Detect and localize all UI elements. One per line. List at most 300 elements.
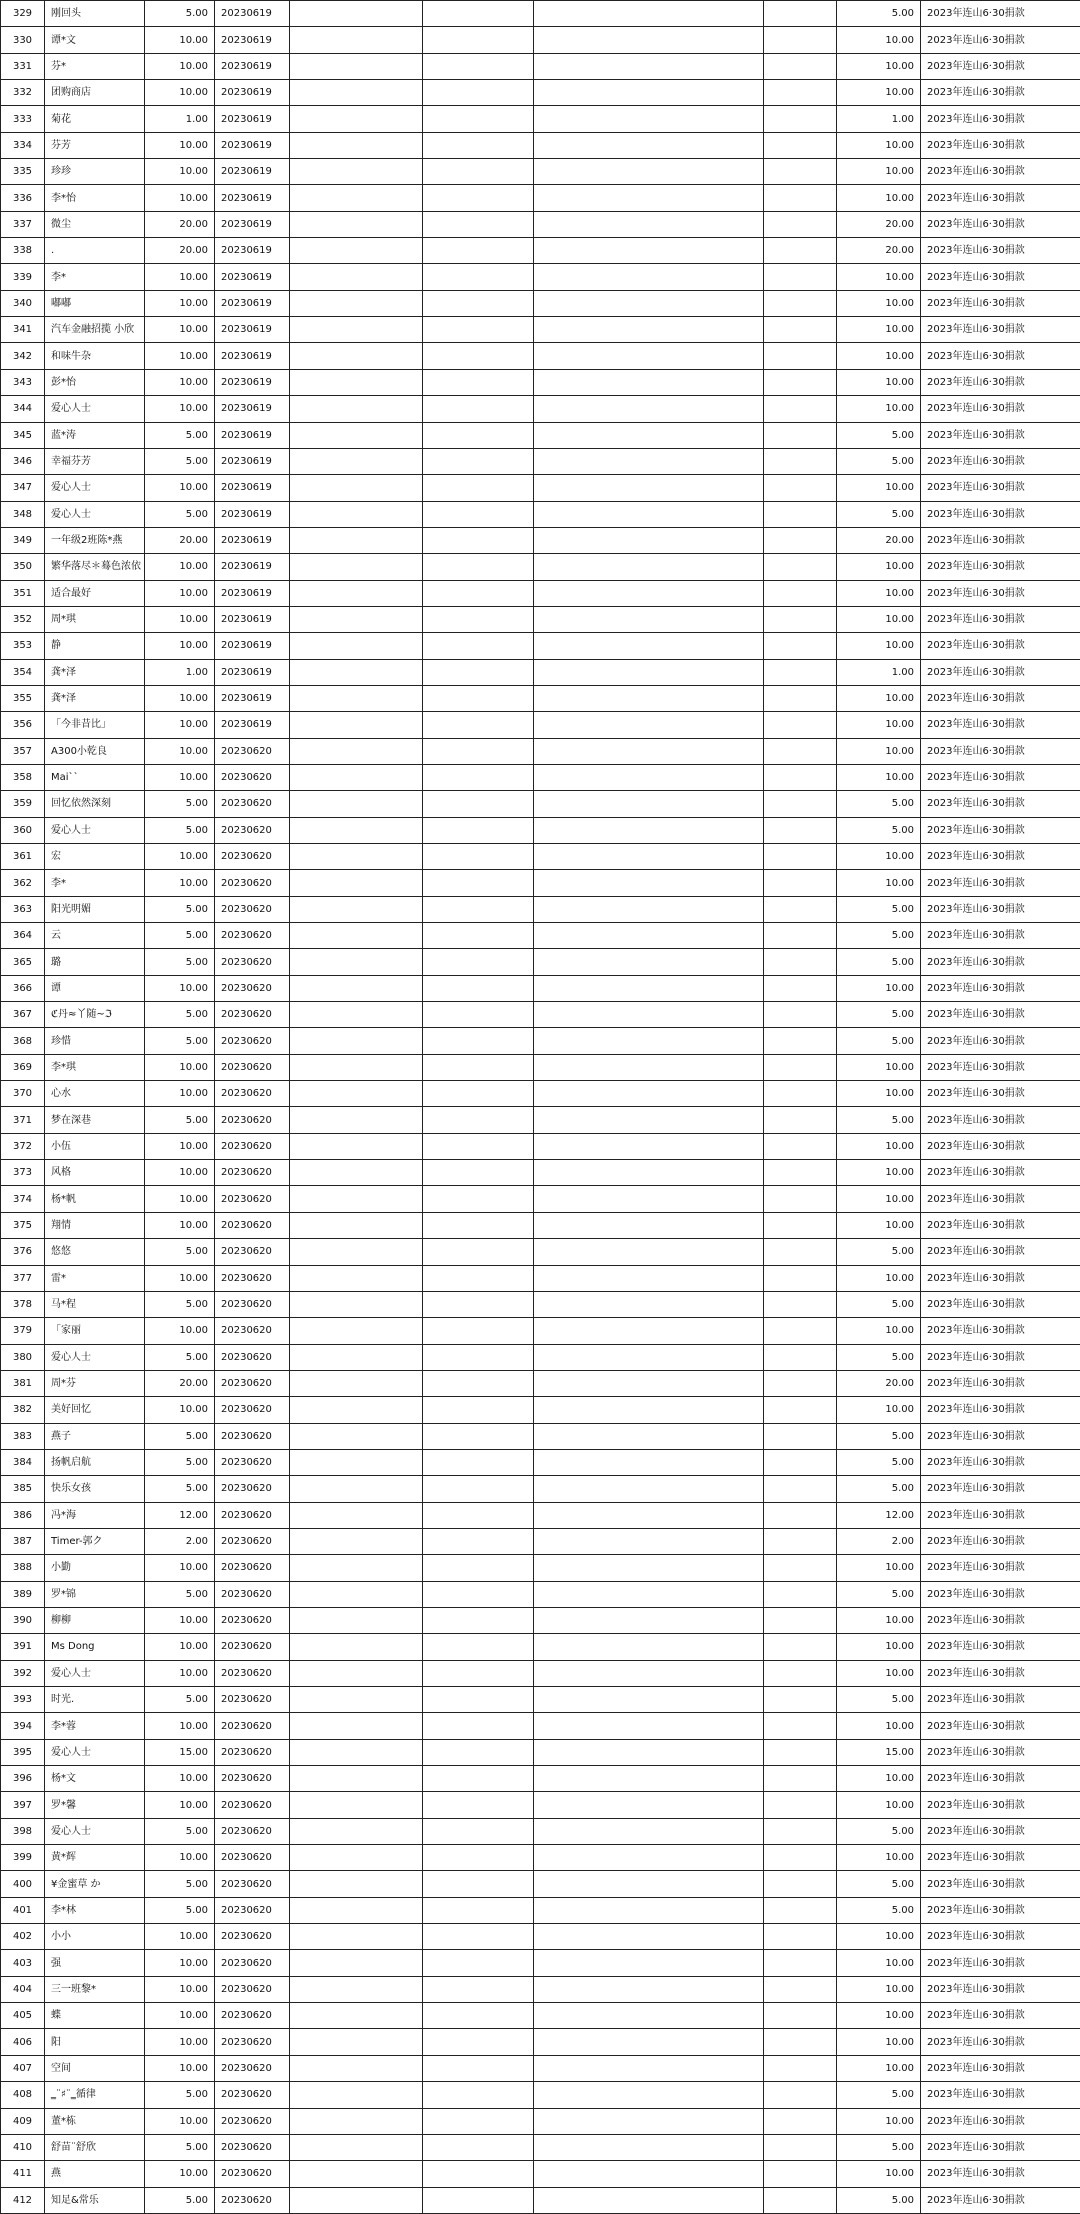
empty-cell: [764, 817, 837, 843]
amount-total-cell: 10.00: [837, 1160, 921, 1186]
empty-cell: [290, 1212, 423, 1238]
donor-name-cell: 燕: [45, 2161, 145, 2187]
table-row: [1, 1449, 1080, 1475]
note-cell: 2023年连山6·30捐款: [921, 2003, 1080, 2029]
note-cell: 2023年连山6·30捐款: [921, 606, 1080, 632]
date-cell: 20230620: [215, 1186, 290, 1212]
table-row: [1, 2055, 1080, 2081]
amount-cell: 20.00: [145, 527, 215, 553]
amount-total-cell: 10.00: [837, 580, 921, 606]
donor-name-cell: 知足&常乐: [45, 2187, 145, 2213]
empty-cell: [764, 712, 837, 738]
amount-cell: 5.00: [145, 1871, 215, 1897]
empty-cell: [423, 448, 534, 474]
amount-cell: 10.00: [145, 1081, 215, 1107]
amount-cell: 5.00: [145, 422, 215, 448]
amount-total-cell: 10.00: [837, 554, 921, 580]
empty-cell: [290, 844, 423, 870]
empty-cell: [423, 1028, 534, 1054]
date-cell: 20230620: [215, 1792, 290, 1818]
empty-cell: [764, 1265, 837, 1291]
table-row: [1, 1344, 1080, 1370]
note-cell: 2023年连山6·30捐款: [921, 1081, 1080, 1107]
row-index-cell: 336: [1, 185, 45, 211]
note-cell: 2023年连山6·30捐款: [921, 580, 1080, 606]
empty-cell: [764, 791, 837, 817]
row-index-cell: 386: [1, 1502, 45, 1528]
empty-cell: [534, 475, 764, 501]
row-index-cell: 355: [1, 685, 45, 711]
empty-cell: [534, 1845, 764, 1871]
empty-cell: [423, 317, 534, 343]
amount-cell: 10.00: [145, 606, 215, 632]
donor-name-cell: 燕子: [45, 1423, 145, 1449]
empty-cell: [290, 791, 423, 817]
amount-total-cell: 5.00: [837, 949, 921, 975]
empty-cell: [290, 2082, 423, 2108]
amount-total-cell: 10.00: [837, 1555, 921, 1581]
amount-cell: 10.00: [145, 2003, 215, 2029]
donor-name-cell: 爱心人士: [45, 1739, 145, 1765]
table-row: [1, 2161, 1080, 2187]
empty-cell: [534, 422, 764, 448]
table-row: [1, 2187, 1080, 2213]
empty-cell: [534, 606, 764, 632]
amount-cell: 10.00: [145, 712, 215, 738]
empty-cell: [290, 1370, 423, 1396]
table-row: [1, 132, 1080, 158]
empty-cell: [290, 896, 423, 922]
empty-cell: [290, 448, 423, 474]
date-cell: 20230619: [215, 554, 290, 580]
note-cell: 2023年连山6·30捐款: [921, 475, 1080, 501]
table-row: [1, 27, 1080, 53]
amount-total-cell: 5.00: [837, 896, 921, 922]
empty-cell: [290, 1607, 423, 1633]
table-row: [1, 685, 1080, 711]
date-cell: 20230619: [215, 264, 290, 290]
donor-name-cell: 快乐女孩: [45, 1476, 145, 1502]
note-cell: 2023年连山6·30捐款: [921, 2187, 1080, 2213]
empty-cell: [290, 1344, 423, 1370]
note-cell: 2023年连山6·30捐款: [921, 2108, 1080, 2134]
row-index-cell: 340: [1, 290, 45, 316]
empty-cell: [764, 1713, 837, 1739]
empty-cell: [423, 1818, 534, 1844]
note-cell: 2023年连山6·30捐款: [921, 1423, 1080, 1449]
empty-cell: [290, 870, 423, 896]
empty-cell: [423, 1449, 534, 1475]
empty-cell: [764, 844, 837, 870]
date-cell: 20230620: [215, 1660, 290, 1686]
date-cell: 20230620: [215, 1370, 290, 1396]
empty-cell: [534, 1133, 764, 1159]
donor-name-cell: 小伍: [45, 1133, 145, 1159]
empty-cell: [423, 238, 534, 264]
note-cell: 2023年连山6·30捐款: [921, 2082, 1080, 2108]
amount-cell: 10.00: [145, 1845, 215, 1871]
date-cell: 20230620: [215, 1239, 290, 1265]
donor-name-cell: 回忆依然深刻: [45, 791, 145, 817]
amount-total-cell: 10.00: [837, 1845, 921, 1871]
note-cell: 2023年连山6·30捐款: [921, 27, 1080, 53]
date-cell: 20230620: [215, 1028, 290, 1054]
donor-name-cell: 柳柳: [45, 1607, 145, 1633]
donor-name-cell: 梦在深巷: [45, 1107, 145, 1133]
row-index-cell: 369: [1, 1054, 45, 1080]
amount-cell: 1.00: [145, 659, 215, 685]
date-cell: 20230620: [215, 1607, 290, 1633]
amount-total-cell: 5.00: [837, 1344, 921, 1370]
date-cell: 20230620: [215, 1766, 290, 1792]
amount-cell: 5.00: [145, 1897, 215, 1923]
empty-cell: [534, 2134, 764, 2160]
amount-cell: 15.00: [145, 1739, 215, 1765]
amount-cell: 5.00: [145, 448, 215, 474]
amount-total-cell: 20.00: [837, 1370, 921, 1396]
empty-cell: [764, 1607, 837, 1633]
empty-cell: [423, 1976, 534, 2002]
empty-cell: [534, 448, 764, 474]
table-row: [1, 817, 1080, 843]
empty-cell: [534, 1239, 764, 1265]
empty-cell: [290, 1186, 423, 1212]
amount-total-cell: 15.00: [837, 1739, 921, 1765]
empty-cell: [534, 396, 764, 422]
amount-cell: 10.00: [145, 1924, 215, 1950]
table-row: [1, 923, 1080, 949]
note-cell: 2023年连山6·30捐款: [921, 53, 1080, 79]
amount-cell: 10.00: [145, 1054, 215, 1080]
note-cell: 2023年连山6·30捐款: [921, 1239, 1080, 1265]
table-row: [1, 1766, 1080, 1792]
amount-cell: 10.00: [145, 475, 215, 501]
donor-name-cell: 繁华落尽＊蓦色浓依: [45, 554, 145, 580]
donor-name-cell: 珍珍: [45, 159, 145, 185]
amount-total-cell: 10.00: [837, 1950, 921, 1976]
donor-name-cell: 李*怡: [45, 185, 145, 211]
amount-total-cell: 5.00: [837, 1897, 921, 1923]
table-row: [1, 396, 1080, 422]
empty-cell: [534, 2029, 764, 2055]
empty-cell: [423, 264, 534, 290]
table-row: [1, 712, 1080, 738]
empty-cell: [423, 1212, 534, 1238]
date-cell: 20230620: [215, 870, 290, 896]
date-cell: 20230620: [215, 1212, 290, 1238]
amount-cell: 5.00: [145, 2082, 215, 2108]
empty-cell: [290, 1687, 423, 1713]
empty-cell: [534, 633, 764, 659]
amount-total-cell: 10.00: [837, 1133, 921, 1159]
row-index-cell: 341: [1, 317, 45, 343]
empty-cell: [764, 1318, 837, 1344]
empty-cell: [423, 2082, 534, 2108]
amount-cell: 5.00: [145, 2187, 215, 2213]
donor-name-cell: 蝶: [45, 2003, 145, 2029]
empty-cell: [423, 2187, 534, 2213]
empty-cell: [290, 1818, 423, 1844]
table-row: [1, 1687, 1080, 1713]
amount-cell: 10.00: [145, 1186, 215, 1212]
table-row: [1, 317, 1080, 343]
empty-cell: [534, 1212, 764, 1238]
empty-cell: [423, 369, 534, 395]
amount-total-cell: 5.00: [837, 1239, 921, 1265]
amount-cell: 10.00: [145, 1792, 215, 1818]
amount-total-cell: 5.00: [837, 817, 921, 843]
note-cell: 2023年连山6·30捐款: [921, 527, 1080, 553]
row-index-cell: 411: [1, 2161, 45, 2187]
empty-cell: [764, 238, 837, 264]
date-cell: 20230620: [215, 1449, 290, 1475]
amount-cell: 12.00: [145, 1502, 215, 1528]
date-cell: 20230619: [215, 527, 290, 553]
row-index-cell: 352: [1, 606, 45, 632]
amount-total-cell: 5.00: [837, 2187, 921, 2213]
empty-cell: [764, 606, 837, 632]
note-cell: 2023年连山6·30捐款: [921, 290, 1080, 316]
empty-cell: [423, 211, 534, 237]
empty-cell: [290, 2134, 423, 2160]
table-row: [1, 975, 1080, 1001]
row-index-cell: 380: [1, 1344, 45, 1370]
donor-name-cell: .: [45, 238, 145, 264]
table-row: [1, 159, 1080, 185]
empty-cell: [534, 764, 764, 790]
row-index-cell: 357: [1, 738, 45, 764]
row-index-cell: 398: [1, 1818, 45, 1844]
empty-cell: [423, 396, 534, 422]
note-cell: 2023年连山6·30捐款: [921, 1739, 1080, 1765]
empty-cell: [764, 1528, 837, 1554]
donor-name-cell: 云: [45, 923, 145, 949]
row-index-cell: 384: [1, 1449, 45, 1475]
empty-cell: [534, 1818, 764, 1844]
empty-cell: [534, 2161, 764, 2187]
amount-cell: 10.00: [145, 1766, 215, 1792]
note-cell: 2023年连山6·30捐款: [921, 1950, 1080, 1976]
amount-total-cell: 20.00: [837, 211, 921, 237]
amount-total-cell: 10.00: [837, 1792, 921, 1818]
table-row: [1, 1186, 1080, 1212]
empty-cell: [290, 106, 423, 132]
table-row: [1, 1871, 1080, 1897]
table-row: [1, 1739, 1080, 1765]
donor-name-cell: 美好回忆: [45, 1397, 145, 1423]
table-row: [1, 1291, 1080, 1317]
date-cell: 20230620: [215, 1713, 290, 1739]
empty-cell: [764, 685, 837, 711]
donor-name-cell: 「今非昔比」: [45, 712, 145, 738]
empty-cell: [423, 791, 534, 817]
amount-total-cell: 5.00: [837, 2082, 921, 2108]
row-index-cell: 375: [1, 1212, 45, 1238]
note-cell: 2023年连山6·30捐款: [921, 659, 1080, 685]
row-index-cell: 406: [1, 2029, 45, 2055]
amount-total-cell: 10.00: [837, 1186, 921, 1212]
empty-cell: [764, 2108, 837, 2134]
donor-name-cell: 李*蓉: [45, 1713, 145, 1739]
empty-cell: [764, 527, 837, 553]
empty-cell: [423, 2029, 534, 2055]
empty-cell: [764, 501, 837, 527]
empty-cell: [290, 27, 423, 53]
amount-cell: 5.00: [145, 791, 215, 817]
empty-cell: [534, 1476, 764, 1502]
note-cell: 2023年连山6·30捐款: [921, 1897, 1080, 1923]
empty-cell: [764, 53, 837, 79]
table-row: [1, 1081, 1080, 1107]
note-cell: 2023年连山6·30捐款: [921, 343, 1080, 369]
amount-cell: 10.00: [145, 633, 215, 659]
table-row: [1, 896, 1080, 922]
empty-cell: [423, 1634, 534, 1660]
table-row: [1, 1634, 1080, 1660]
note-cell: 2023年连山6·30捐款: [921, 1871, 1080, 1897]
empty-cell: [764, 1370, 837, 1396]
note-cell: 2023年连山6·30捐款: [921, 369, 1080, 395]
empty-cell: [423, 1924, 534, 1950]
row-index-cell: 373: [1, 1160, 45, 1186]
amount-total-cell: 20.00: [837, 527, 921, 553]
amount-total-cell: 10.00: [837, 80, 921, 106]
note-cell: 2023年连山6·30捐款: [921, 738, 1080, 764]
empty-cell: [423, 1423, 534, 1449]
empty-cell: [534, 1713, 764, 1739]
amount-total-cell: 5.00: [837, 2134, 921, 2160]
empty-cell: [764, 2003, 837, 2029]
donor-name-cell: Mai``: [45, 764, 145, 790]
donor-name-cell: 芬芳: [45, 132, 145, 158]
empty-cell: [764, 27, 837, 53]
donor-name-cell: 静: [45, 633, 145, 659]
donor-name-cell: 爱心人士: [45, 475, 145, 501]
note-cell: 2023年连山6·30捐款: [921, 923, 1080, 949]
table-row: [1, 580, 1080, 606]
table-row: [1, 106, 1080, 132]
donor-name-cell: 谭: [45, 975, 145, 1001]
empty-cell: [764, 949, 837, 975]
donor-name-cell: 舒苗¨舒欣: [45, 2134, 145, 2160]
amount-total-cell: 10.00: [837, 1660, 921, 1686]
table-row: [1, 606, 1080, 632]
empty-cell: [290, 1739, 423, 1765]
empty-cell: [423, 1792, 534, 1818]
date-cell: 20230620: [215, 844, 290, 870]
empty-cell: [534, 659, 764, 685]
empty-cell: [290, 1897, 423, 1923]
empty-cell: [423, 1344, 534, 1370]
amount-cell: 5.00: [145, 1291, 215, 1317]
amount-cell: 20.00: [145, 211, 215, 237]
date-cell: 20230619: [215, 159, 290, 185]
row-index-cell: 346: [1, 448, 45, 474]
amount-total-cell: 10.00: [837, 475, 921, 501]
note-cell: 2023年连山6·30捐款: [921, 396, 1080, 422]
row-index-cell: 392: [1, 1660, 45, 1686]
note-cell: 2023年连山6·30捐款: [921, 1976, 1080, 2002]
empty-cell: [534, 1528, 764, 1554]
empty-cell: [290, 712, 423, 738]
row-index-cell: 377: [1, 1265, 45, 1291]
empty-cell: [290, 1713, 423, 1739]
date-cell: 20230619: [215, 132, 290, 158]
row-index-cell: 371: [1, 1107, 45, 1133]
date-cell: 20230620: [215, 975, 290, 1001]
empty-cell: [764, 1081, 837, 1107]
empty-cell: [534, 1344, 764, 1370]
amount-cell: 5.00: [145, 1581, 215, 1607]
empty-cell: [423, 2108, 534, 2134]
empty-cell: [290, 1160, 423, 1186]
empty-cell: [534, 1397, 764, 1423]
empty-cell: [534, 1976, 764, 2002]
note-cell: 2023年连山6·30捐款: [921, 975, 1080, 1001]
note-cell: 2023年连山6·30捐款: [921, 1318, 1080, 1344]
empty-cell: [290, 1634, 423, 1660]
empty-cell: [423, 1107, 534, 1133]
donor-name-cell: 杨*帆: [45, 1186, 145, 1212]
amount-total-cell: 10.00: [837, 369, 921, 395]
empty-cell: [534, 1634, 764, 1660]
ledger-body: [1, 1, 1080, 2214]
note-cell: 2023年连山6·30捐款: [921, 106, 1080, 132]
date-cell: 20230620: [215, 1476, 290, 1502]
amount-total-cell: 10.00: [837, 1713, 921, 1739]
donor-name-cell: 一年级2班陈*燕: [45, 527, 145, 553]
note-cell: 2023年连山6·30捐款: [921, 712, 1080, 738]
date-cell: 20230620: [215, 1897, 290, 1923]
empty-cell: [290, 633, 423, 659]
date-cell: 20230620: [215, 1950, 290, 1976]
amount-cell: 10.00: [145, 1160, 215, 1186]
row-index-cell: 376: [1, 1239, 45, 1265]
empty-cell: [764, 343, 837, 369]
row-index-cell: 408: [1, 2082, 45, 2108]
empty-cell: [534, 1318, 764, 1344]
amount-cell: 10.00: [145, 53, 215, 79]
amount-cell: 10.00: [145, 975, 215, 1001]
note-cell: 2023年连山6·30捐款: [921, 896, 1080, 922]
row-index-cell: 372: [1, 1133, 45, 1159]
empty-cell: [534, 1924, 764, 1950]
date-cell: 20230620: [215, 1397, 290, 1423]
date-cell: 20230619: [215, 1, 290, 27]
empty-cell: [423, 1897, 534, 1923]
empty-cell: [423, 685, 534, 711]
empty-cell: [290, 185, 423, 211]
empty-cell: [423, 1265, 534, 1291]
donor-name-cell: 三一班黎*: [45, 1976, 145, 2002]
empty-cell: [290, 369, 423, 395]
table-row: [1, 949, 1080, 975]
amount-cell: 10.00: [145, 1634, 215, 1660]
empty-cell: [534, 896, 764, 922]
empty-cell: [423, 1845, 534, 1871]
date-cell: 20230620: [215, 764, 290, 790]
note-cell: 2023年连山6·30捐款: [921, 1555, 1080, 1581]
empty-cell: [534, 738, 764, 764]
date-cell: 20230620: [215, 1845, 290, 1871]
empty-cell: [534, 53, 764, 79]
empty-cell: [290, 1133, 423, 1159]
amount-total-cell: 10.00: [837, 53, 921, 79]
donor-name-cell: 谭*文: [45, 27, 145, 53]
amount-total-cell: 5.00: [837, 1871, 921, 1897]
amount-cell: 10.00: [145, 27, 215, 53]
donor-name-cell: 小勤: [45, 1555, 145, 1581]
